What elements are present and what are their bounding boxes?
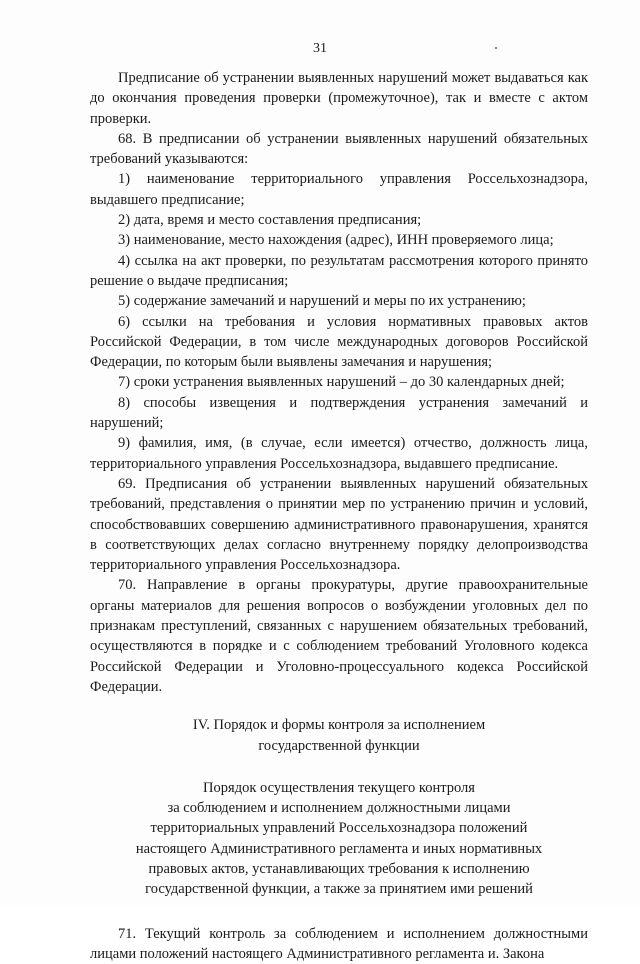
paragraph-69: 69. Предписания об устранении выявленных нарушений обязательных требований, представления о принятии мер по устранению причин и условий, способствовавших совершению административного правонарушения, хранятся в соответствующих делах согласно внутреннему порядку делопроизводства территориального управления Россельхознадзора. bbox=[90, 475, 588, 574]
subsection-heading bbox=[90, 778, 588, 900]
subsection-heading-line-5: правовых актов, устанавливающих требования к исполнению bbox=[148, 860, 530, 877]
subsection-heading-line-4: настоящего Административного регламента и иных нормативных bbox=[135, 840, 543, 857]
scan-speck bbox=[495, 47, 497, 49]
list-item-9: 9) фамилия, имя, (в случае, если имеется) отчество, должность лица, территориального управления Россельхознадзора, выдавшего предписание. bbox=[90, 435, 588, 472]
section-heading bbox=[90, 715, 588, 756]
paragraph-68: 68. В предписании об устранении выявленных нарушений обязательных требований указываются: bbox=[90, 130, 588, 168]
subsection-heading-line-2: за соблюдением и исполнением должностными лицами bbox=[167, 800, 511, 817]
list-item-1: 1) наименование территориального управления Россельхознадзора, выдавшего предписание; bbox=[90, 171, 588, 208]
list-item-2: 2) дата, время и место составления предписания; bbox=[118, 212, 422, 229]
list-item-4: 4) ссылка на акт проверки, по результатам рассмотрения которого принято решение о выдаче предписания; bbox=[90, 252, 588, 289]
list-item-8: 8) способы извещения и подтверждения устранения замечаний и нарушений; bbox=[90, 394, 588, 432]
paragraph-prescription-timing: Предписание об устранении выявленных нарушений может выдаваться как до окончания проведения проверки (промежуточное), так и вместе с актом проверки. bbox=[90, 70, 588, 127]
list-item-6: 6) ссылки на требования и условия нормативных правовых актов Российской Федерации, в том числе международных договоров Российской Федерации, по которым были выявлены замечания и нарушения; bbox=[90, 313, 588, 371]
section-heading-line-1: IV. Порядок и формы контроля за исполнением bbox=[192, 717, 486, 734]
subsection-heading-line-3: территориальных управлений Россельхознадзора положений bbox=[150, 820, 528, 837]
page-number: 31 bbox=[313, 41, 327, 56]
section-heading-line-2: государственной функции bbox=[258, 737, 420, 754]
list-item-5: 5) содержание замечаний и нарушений и меры по их устранению; bbox=[118, 293, 526, 310]
list-item-7: 7) сроки устранения выявленных нарушений – до 30 календарных дней; bbox=[118, 374, 565, 391]
subsection-heading-line-1: Порядок осуществления текущего контроля bbox=[203, 779, 475, 796]
document-body bbox=[90, 68, 588, 964]
paragraph-71: 71. Текущий контроль за соблюдением и исполнением должностными лицами положений настоящего Административного регламента и. Закона bbox=[90, 925, 588, 962]
list-item-3: 3) наименование, место нахождения (адрес), ИНН проверяемого лица; bbox=[118, 232, 554, 249]
subsection-heading-line-6: государственной функции, а также за принятием ими решений bbox=[145, 881, 533, 898]
paragraph-70: 70. Направление в органы прокуратуры, другие правоохранительные органы материалов для решения вопросов о возбуждении уголовных дел по признакам преступлений, связанных с нарушением обязательных требований, осуществляются в порядке и с соблюдением требований Уголовного кодекса Российской Федерации и Уголовно-процессуального кодекса Российской Федерации. bbox=[90, 577, 588, 695]
